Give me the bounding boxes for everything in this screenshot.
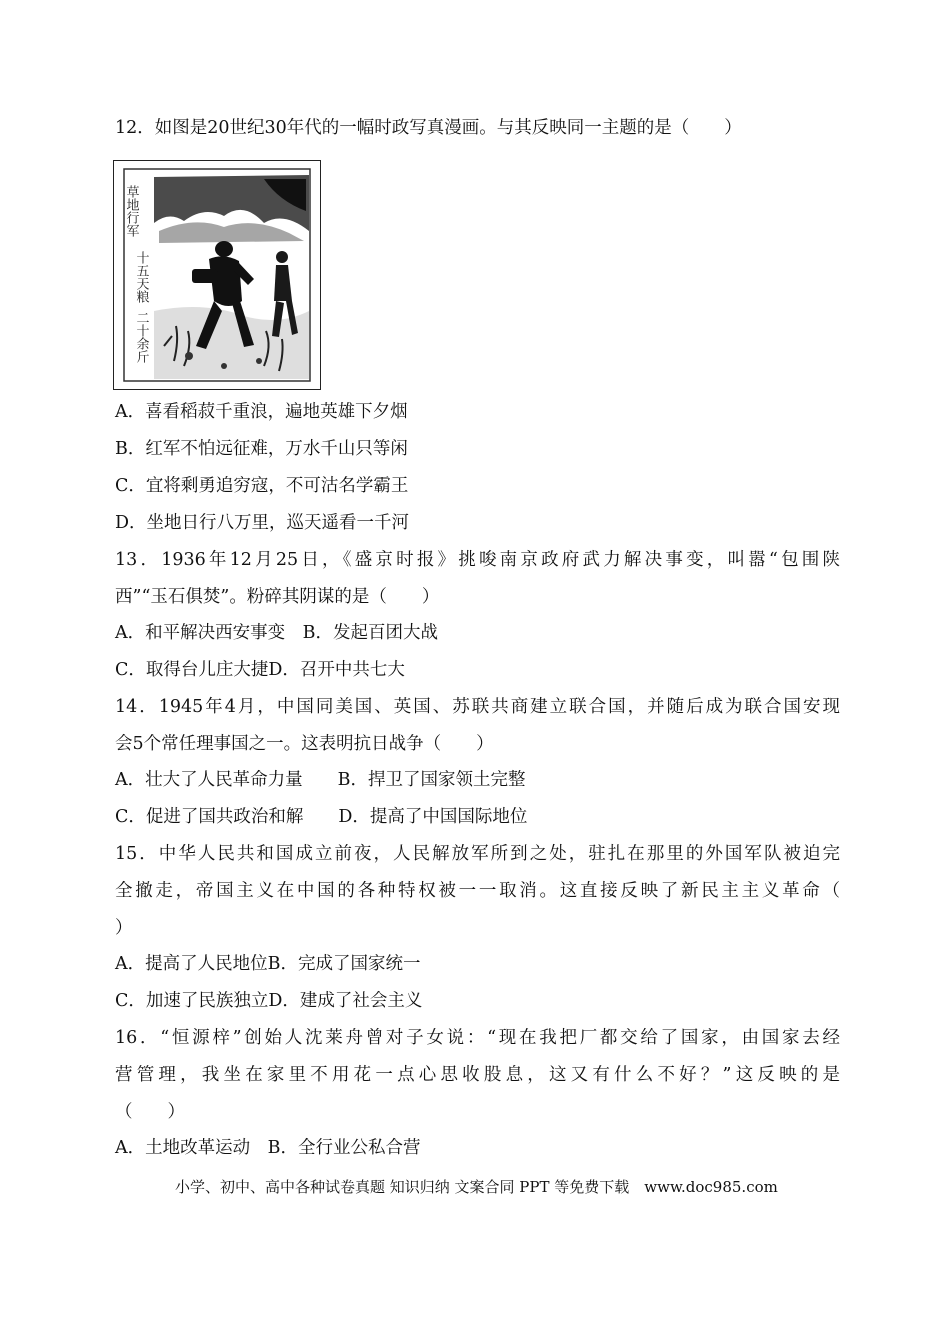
q14-options-line-1: A．壮大了人民革命力量 B．捍卫了国家领土完整	[115, 770, 526, 790]
q16-options-line-1: A．土地改革运动 B．全行业公私合营	[115, 1138, 421, 1158]
q15-options-line-1: A．提高了人民地位B．完成了国家统一	[115, 954, 421, 974]
cartoon-caption-line-3: 二十余斤	[133, 311, 149, 363]
page-footer: 小学、初中、高中各种试卷真题 知识归纳 文案合同 PPT 等免费下载 www.doc985.com	[175, 1178, 778, 1196]
q12-option-d: D．坐地日行八万里，巡天遥看一千河	[115, 513, 410, 533]
q13-stem-line-2: 西”“玉石俱焚”。粉碎其阴谋的是（ ）	[115, 587, 440, 607]
q14-stem-line-2: 会5个常任理事国之一。这表明抗日战争（ ）	[115, 734, 494, 754]
q12-cartoon-image	[113, 160, 321, 390]
q14-options-line-2: C．促进了国共政治和解 D．提高了中国国际地位	[115, 807, 528, 827]
cartoon-caption-line-2: 十五天粮	[133, 251, 149, 303]
q13-options-line-2: C．取得台儿庄大捷D．召开中共七大	[115, 660, 405, 680]
q15-stem-line-1: 15．中华人民共和国成立前夜，人民解放军所到之处，驻扎在那里的外国军队被迫完	[115, 844, 840, 864]
q16-stem-line-2: 营管理，我坐在家里不用花一点心思收股息，这又有什么不好？”这反映的是	[115, 1065, 840, 1085]
q15-stem-line-2: 全撤走，帝国主义在中国的各种特权被一一取消。这直接反映了新民主主义革命（	[115, 881, 840, 901]
q12-option-a: A．喜看稻菽千重浪，遍地英雄下夕烟	[115, 402, 408, 422]
q12-option-b: B．红军不怕远征难，万水千山只等闲	[115, 439, 408, 459]
q12-stem: 12．如图是20世纪30年代的一幅时政写真漫画。与其反映同一主题的是（ ）	[115, 118, 742, 138]
q12-option-c: C．宜将剩勇追穷寇，不可沽名学霸王	[115, 476, 409, 496]
q13-options-line-1: A．和平解决西安事变 B．发起百团大战	[115, 623, 438, 643]
cartoon-caption-line-1: 草地行军	[123, 185, 139, 237]
cartoon-illustration	[114, 161, 320, 389]
q13-stem-line-1: 13．1936年12月25日，《盛京时报》挑唆南京政府武力解决事变，叫嚣“包围陕	[115, 550, 840, 570]
q16-stem-line-1: 16．“恒源梓”创始人沈莱舟曾对子女说：“现在我把厂都交给了国家，由国家去经	[115, 1028, 840, 1048]
q15-stem-line-3: ）	[115, 918, 133, 938]
q15-options-line-2: C．加速了民族独立D．建成了社会主义	[115, 991, 423, 1011]
q16-stem-line-3: （ ）	[115, 1102, 185, 1122]
q14-stem-line-1: 14．1945年4月，中国同美国、英国、苏联共商建立联合国，并随后成为联合国安现	[115, 697, 840, 717]
